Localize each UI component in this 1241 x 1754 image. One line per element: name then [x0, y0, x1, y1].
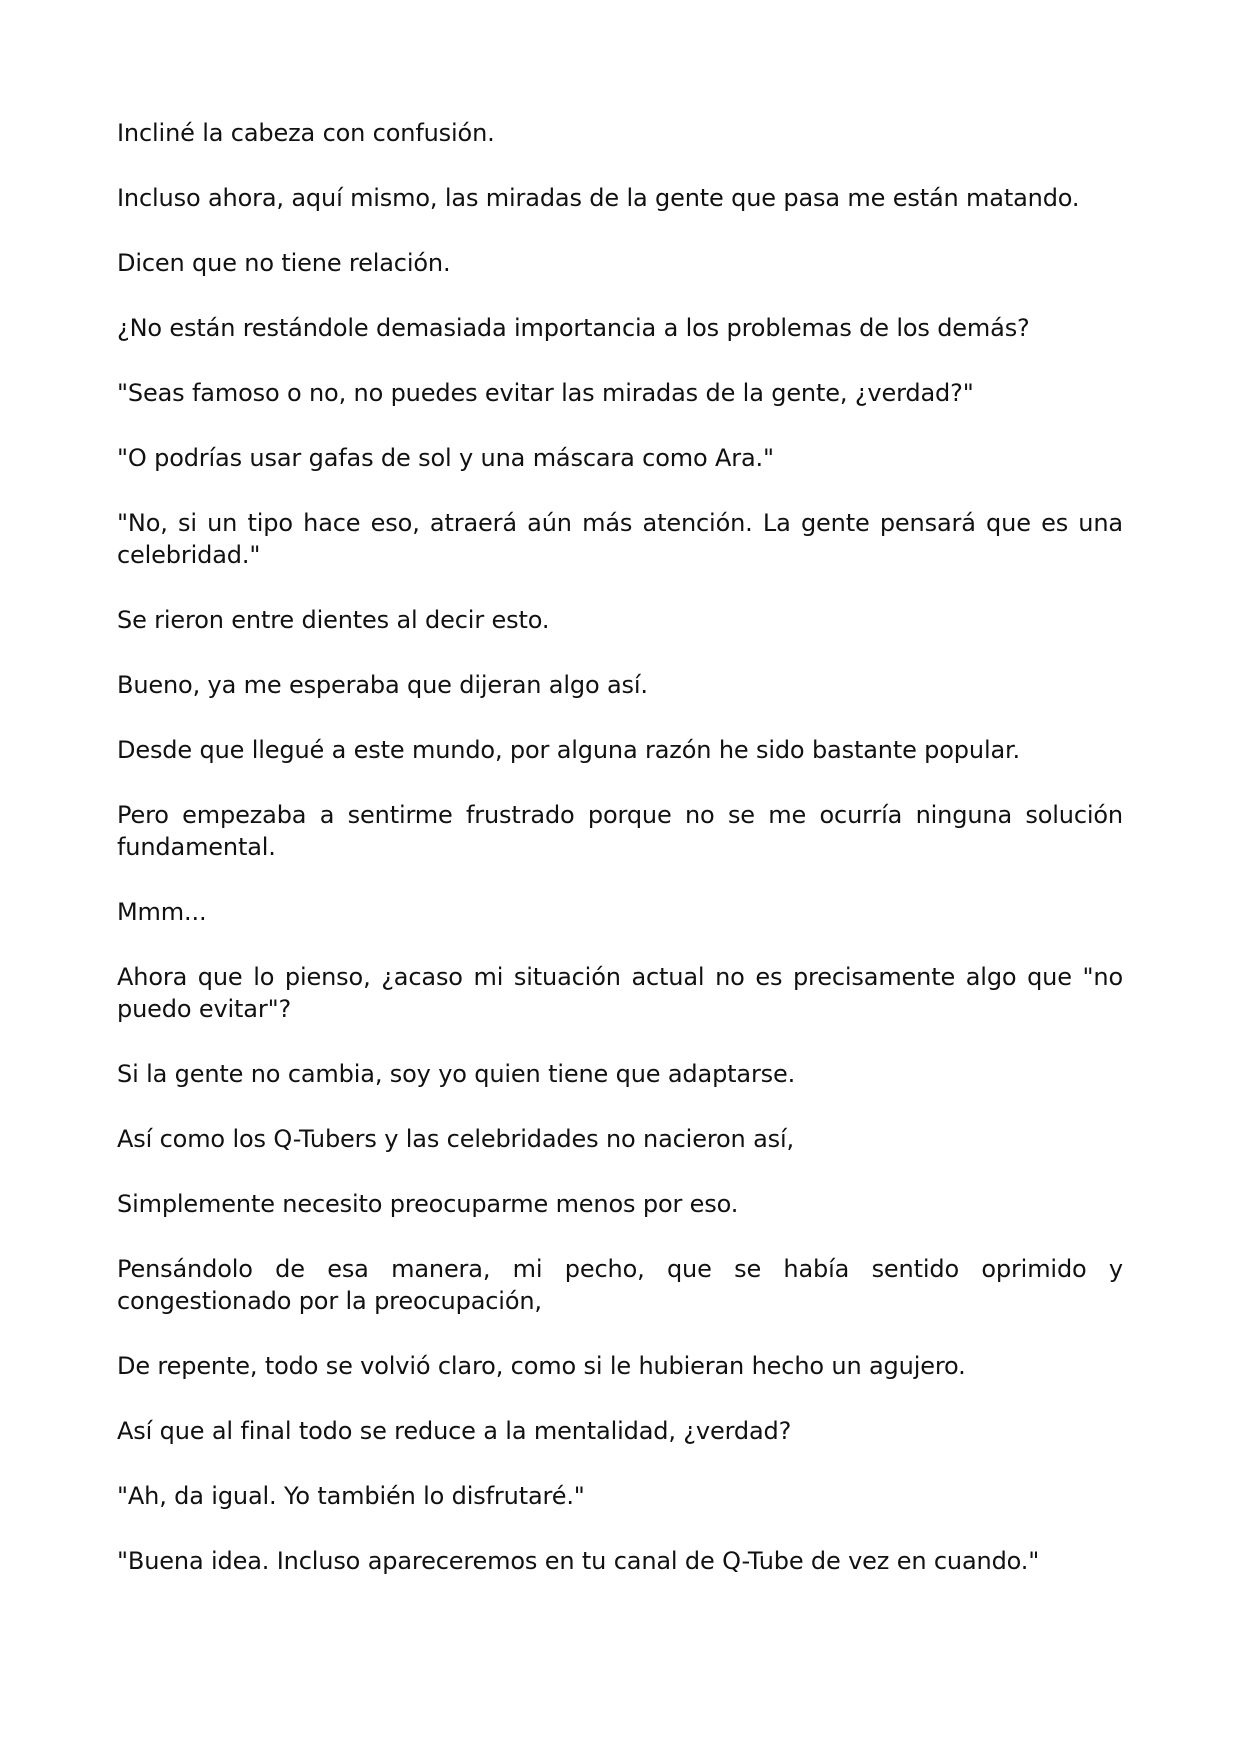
paragraph: Ahora que lo pienso, ¿acaso mi situación actual no es precisamente algo que "no puedo evitar"?	[117, 963, 1123, 1023]
paragraph: Desde que llegué a este mundo, por alguna razón he sido bastante popular.	[117, 736, 1021, 764]
paragraph: "Buena idea. Incluso apareceremos en tu canal de Q-Tube de vez en cuando."	[117, 1547, 1040, 1575]
paragraph: Incliné la cabeza con confusión.	[117, 119, 495, 147]
paragraph: "No, si un tipo hace eso, atraerá aún más atención. La gente pensará que es una celebridad."	[117, 509, 1123, 569]
paragraph: Se rieron entre dientes al decir esto.	[117, 606, 550, 634]
paragraph: Pero empezaba a sentirme frustrado porque no se me ocurría ninguna solución fundamental.	[117, 801, 1123, 861]
paragraph: "O podrías usar gafas de sol y una máscara como Ara."	[117, 444, 774, 472]
paragraph: Así que al final todo se reduce a la mentalidad, ¿verdad?	[117, 1417, 792, 1445]
document-page	[117, 117, 1123, 1577]
paragraph: Mmm...	[117, 898, 207, 926]
paragraph: "Seas famoso o no, no puedes evitar las miradas de la gente, ¿verdad?"	[117, 379, 974, 407]
paragraph: "Ah, da igual. Yo también lo disfrutaré."	[117, 1482, 585, 1510]
paragraph: Dicen que no tiene relación.	[117, 249, 451, 277]
paragraph: Incluso ahora, aquí mismo, las miradas de la gente que pasa me están matando.	[117, 184, 1080, 212]
paragraph: Así como los Q-Tubers y las celebridades no nacieron así,	[117, 1125, 794, 1153]
paragraph: Si la gente no cambia, soy yo quien tiene que adaptarse.	[117, 1060, 796, 1088]
paragraph: Bueno, ya me esperaba que dijeran algo así.	[117, 671, 648, 699]
paragraph: Simplemente necesito preocuparme menos por eso.	[117, 1190, 739, 1218]
paragraph: ¿No están restándole demasiada importancia a los problemas de los demás?	[117, 314, 1030, 342]
paragraph: De repente, todo se volvió claro, como si le hubieran hecho un agujero.	[117, 1352, 966, 1380]
paragraph: Pensándolo de esa manera, mi pecho, que se había sentido oprimido y congestionado por la preocupación,	[117, 1255, 1123, 1315]
